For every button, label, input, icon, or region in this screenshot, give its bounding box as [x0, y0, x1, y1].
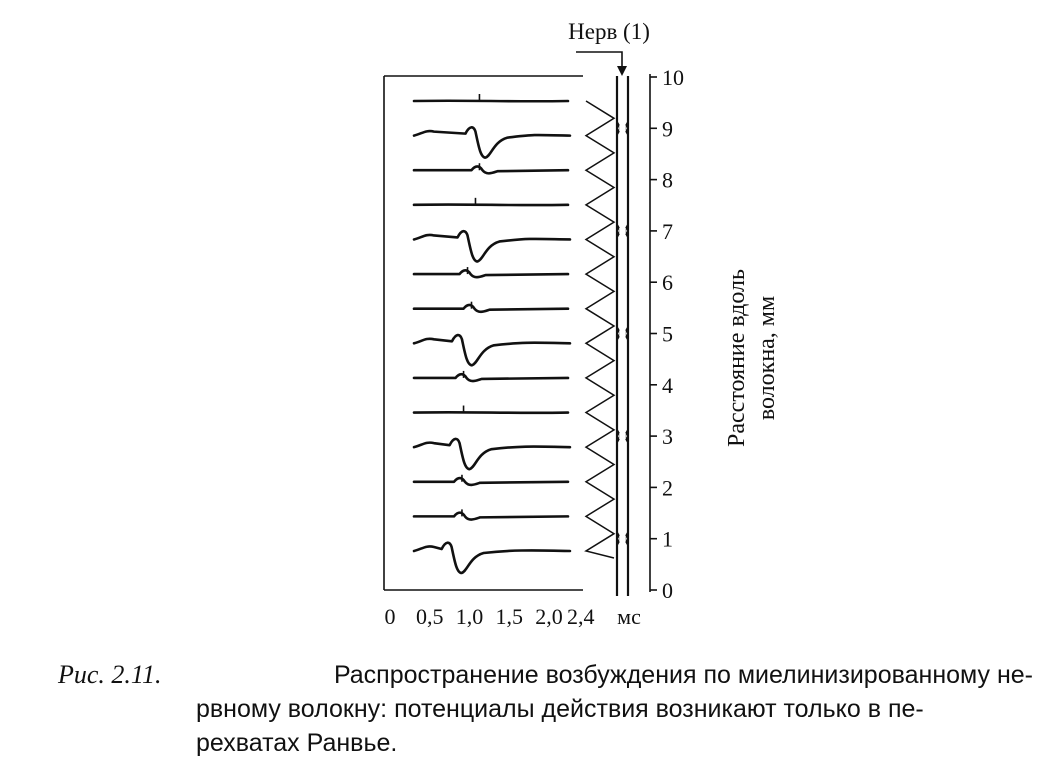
- trace-small: [414, 166, 568, 173]
- trace-small: [414, 374, 568, 381]
- nerve-arrow: [576, 52, 622, 72]
- trace-small: [414, 270, 568, 277]
- caption-line-1: [58, 658, 1033, 692]
- ranvier-node: [619, 125, 626, 131]
- y-tick-label: 5: [662, 321, 673, 347]
- ranvier-node: [619, 536, 626, 542]
- y-tick-label: 0: [662, 578, 673, 603]
- x-tick-label: 0: [384, 604, 396, 629]
- x-tick-label: 0,5: [416, 604, 444, 629]
- ranvier-node: [619, 228, 626, 234]
- x-tick-label: 2,0: [535, 604, 563, 629]
- ranvier-node: [619, 433, 626, 439]
- y-tick-label: 2: [662, 475, 673, 501]
- trace-flat: [414, 205, 568, 206]
- trace-large: [414, 335, 570, 365]
- y-tick-label: 8: [662, 167, 673, 193]
- trace-large: [414, 231, 570, 261]
- zigzag-lead: [586, 101, 614, 558]
- trace-small: [414, 513, 568, 520]
- plot-frame: [384, 76, 583, 590]
- nerve-fiber: [617, 76, 628, 596]
- trace-flat: [414, 412, 568, 413]
- y-axis-title-line1: Расстояние вдоль: [724, 269, 750, 447]
- caption-line-3: рехватах Ранвье.: [196, 729, 398, 757]
- y-axis: [650, 65, 684, 603]
- y-axis-title: [724, 269, 780, 447]
- y-tick-label: 6: [662, 270, 673, 296]
- figure-caption: [58, 658, 1033, 760]
- electrode-zigzag: [586, 101, 614, 558]
- y-tick-label: 3: [662, 424, 673, 450]
- x-tick-label: 2,4: [567, 604, 595, 629]
- y-tick-label: 7: [662, 218, 673, 244]
- caption-label: Рис. 2.11.: [58, 660, 162, 689]
- x-tick-label: 1,0: [455, 604, 484, 629]
- caption-text-line1: Распространение возбуждения по миелинизированному не-: [333, 661, 1033, 689]
- trace-small: [414, 478, 568, 485]
- y-tick-label: 1: [662, 526, 673, 552]
- trace-large: [414, 127, 570, 157]
- nerve-label: Нерв (1): [568, 19, 650, 44]
- y-tick-label: 9: [662, 116, 673, 142]
- trace-flat: [414, 101, 568, 102]
- nerve-arrowhead: [617, 66, 627, 76]
- x-unit-label: мс: [617, 604, 641, 629]
- caption-line-2: рвному волокну: потенциалы действия возникают только в пе-: [196, 695, 924, 723]
- trace-large: [414, 439, 570, 469]
- trace-large: [414, 543, 570, 573]
- x-tick-label: 1,5: [495, 604, 523, 629]
- y-tick-label: 4: [662, 372, 673, 398]
- nerve-label-group: [568, 19, 650, 76]
- y-tick-label: 10: [662, 65, 684, 90]
- trace-small: [414, 305, 568, 312]
- y-axis-title-line2: волокна, мм: [754, 295, 780, 421]
- x-axis: [385, 604, 642, 629]
- ranvier-node: [619, 331, 626, 337]
- traces: [414, 94, 570, 573]
